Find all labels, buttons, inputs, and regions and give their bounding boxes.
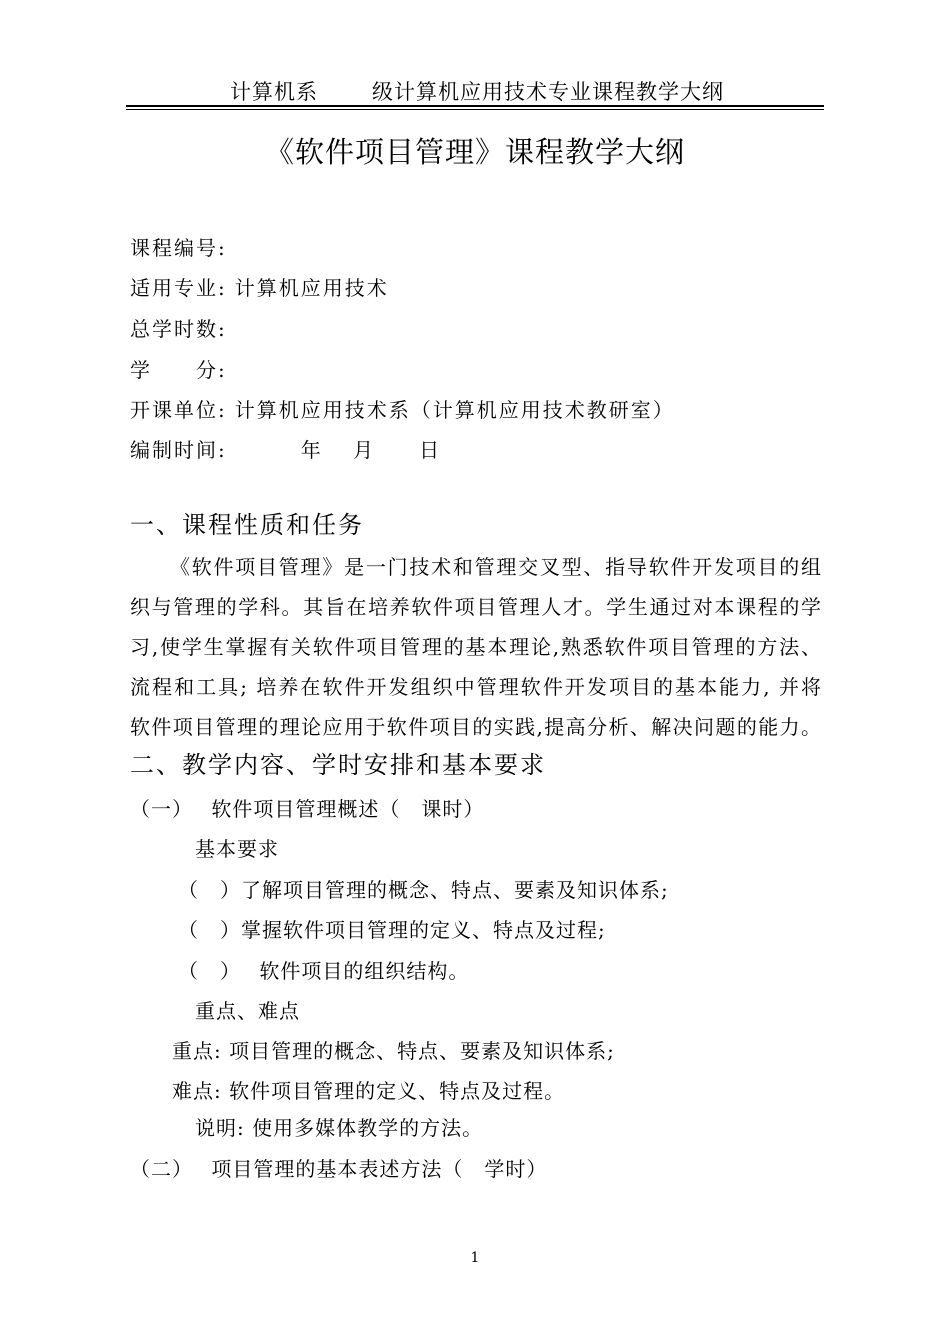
meta-credits: [130, 354, 235, 383]
requirement-item: （ ） 软件项目的组织结构。: [178, 959, 470, 983]
meta-value: 年 月 日: [234, 438, 442, 462]
teaching-note: 说明: 使用多媒体教学的方法。: [195, 1116, 484, 1140]
page-title: 《软件项目管理》课程教学大纲: [264, 135, 685, 169]
page-number: 1: [470, 1250, 480, 1266]
requirement-item: （ ）掌握软件项目管理的定义、特点及过程;: [178, 918, 606, 942]
difficulty-point: 难点: 软件项目管理的定义、特点及过程。: [172, 1079, 566, 1103]
section-heading-nature: 一、课程性质和任务: [130, 511, 364, 539]
meta-department: [130, 394, 675, 423]
header-department: 计算机系: [230, 80, 318, 104]
meta-label: 总学时数:: [130, 317, 227, 341]
meta-total-hours: [130, 313, 235, 342]
meta-label: 编制时间:: [130, 438, 227, 462]
paragraph-line: 流程和工具; 培养在软件开发组织中管理软件开发项目的基本能力, 并将: [130, 675, 822, 699]
meta-label: 学 分:: [130, 358, 227, 382]
unit-title: （二） 项目管理的基本表述方法（ 学时）: [130, 1157, 548, 1181]
requirement-item: （ ）了解项目管理的概念、特点、要素及知识体系;: [178, 878, 669, 902]
meta-value: 计算机应用技术: [234, 276, 389, 300]
section-paragraph-nature: [130, 547, 822, 747]
meta-label: 开课单位:: [130, 398, 227, 422]
paragraph-line: 《软件项目管理》是一门技术和管理交叉型、指导软件开发项目的组: [170, 555, 822, 579]
meta-label: 适用专业:: [130, 276, 227, 300]
meta-course-code: [130, 232, 235, 261]
meta-value: 计算机应用技术系（计算机应用技术教研室）: [234, 398, 675, 422]
meta-compile-date: [130, 434, 441, 463]
paragraph-line: 软件项目管理的理论应用于软件项目的实践,提高分析、解决问题的能力。: [130, 715, 822, 739]
section-heading-content: 二、教学内容、学时安排和基本要求: [130, 751, 546, 779]
key-points-heading: 重点、难点: [195, 999, 300, 1023]
header-divider-thin: [126, 109, 824, 110]
key-point: 重点: 项目管理的概念、特点、要素及知识体系;: [172, 1039, 615, 1063]
paragraph-line: 习,使学生掌握有关软件项目管理的基本理论,熟悉软件项目管理的方法、: [130, 635, 822, 659]
header-document-title: 级计算机应用技术专业课程教学大纲: [372, 80, 724, 104]
header-divider: [126, 105, 824, 107]
meta-major: [130, 272, 389, 301]
requirements-heading: 基本要求: [195, 837, 279, 861]
paragraph-line: 织与管理的学科。其旨在培养软件项目管理人才。学生通过对本课程的学: [130, 595, 822, 619]
meta-label: 课程编号:: [130, 236, 227, 260]
unit-title: （一） 软件项目管理概述（ 课时）: [130, 797, 485, 821]
